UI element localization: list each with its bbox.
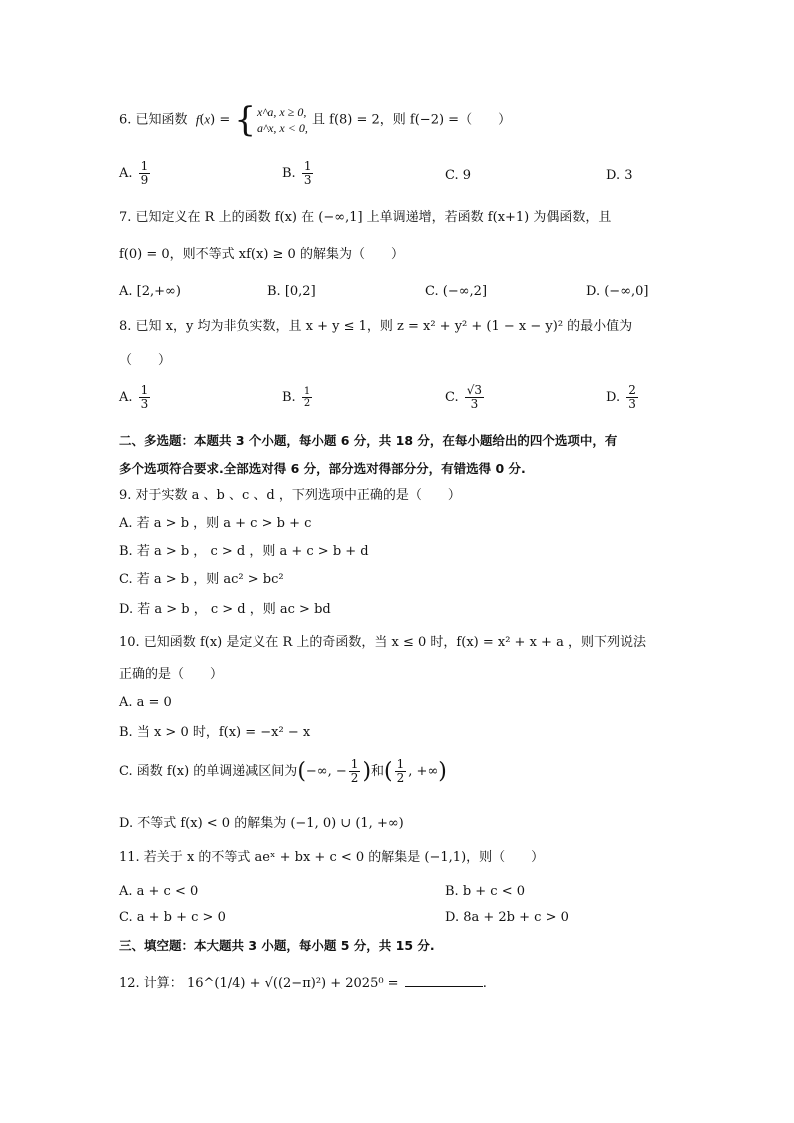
q10-option-d[interactable]: D. 不等式 f(x) < 0 的解集为 (−1, 0) ∪ (1, +∞) xyxy=(119,816,404,831)
q7-option-b[interactable]: B. [0,2] xyxy=(267,284,316,299)
q6-condition: 且 f(8) = 2，则 f(−2) =（ ） xyxy=(312,112,512,128)
q6-piecewise: { x^a, x ≥ 0, a^x, x < 0, xyxy=(234,100,308,140)
q11-option-c[interactable]: C. a + b + c > 0 xyxy=(119,910,226,925)
question-11-stem: 11. 若关于 x 的不等式 aeˣ + bx + c < 0 的解集是 (−1,1)，则（ ） xyxy=(119,850,545,865)
q11-option-b[interactable]: B. b + c < 0 xyxy=(445,884,526,899)
q9-option-a[interactable]: A. 若 a > b ，则 a + c > b + c xyxy=(119,516,312,531)
q6-option-d[interactable]: D. 3 xyxy=(606,168,633,183)
q9-option-d[interactable]: D. 若 a > b ， c > d ，则 ac > bd xyxy=(119,602,331,617)
q8-option-b-fraction: $\frac{1}{2}$ xyxy=(303,386,311,409)
question-6-stem: 6. 已知函数 f(x) = { x^a, x ≥ 0, a^x, x < 0, 且 f(8) = 2，则 f(−2) =（ ） xyxy=(119,100,512,140)
q12-prefix: 12. 计算： xyxy=(119,976,183,991)
q11-option-d[interactable]: D. 8a + 2b + c > 0 xyxy=(445,910,569,925)
q6-case-2: a^x, x < 0, xyxy=(257,121,308,135)
q6-prefix: 6. 已知函数 xyxy=(119,112,188,128)
q7-option-c[interactable]: C. (−∞,2] xyxy=(425,284,488,299)
question-9-stem: 9. 对于实数 a 、b 、c 、d ，下列选项中正确的是（ ） xyxy=(119,488,461,503)
q8-option-a[interactable]: A. $\frac{1}{3}$ xyxy=(119,383,149,411)
q8-option-c-fraction: $\frac{√3}{3}$ xyxy=(466,383,483,411)
q6-option-a-fraction: $\frac{1}{9}$ xyxy=(140,159,149,187)
q10-c-fraction-1: $\frac{1}{2}$ xyxy=(350,757,359,785)
section-3-heading: 三、填空题：本大题共 3 小题，每小题 5 分，共 15 分. xyxy=(119,938,435,953)
q10-c-fraction-2: $\frac{1}{2}$ xyxy=(396,757,405,785)
q7-option-a[interactable]: A. [2,+∞) xyxy=(119,284,181,299)
q6-case-1: x^a, x ≥ 0, xyxy=(257,105,307,119)
q8-option-b[interactable]: B. $\frac{1}{2}$ xyxy=(282,386,311,409)
q10-option-b[interactable]: B. 当 x > 0 时，f(x) = −x² − x xyxy=(119,725,311,740)
question-10-line-1: 10. 已知函数 f(x) 是定义在 R 上的奇函数，当 x ≤ 0 时，f(x) = x² + x + a ，则下列说法 xyxy=(119,635,646,650)
question-7-line-1: 7. 已知定义在 R 上的函数 f(x) 在 (−∞,1] 上单调递增，若函数 f(x+1) 为偶函数，且 xyxy=(119,210,612,225)
q10-option-a[interactable]: A. a = 0 xyxy=(119,695,172,710)
question-8-line-2: （ ） xyxy=(119,353,172,368)
q8-option-d-fraction: $\frac{2}{3}$ xyxy=(628,383,636,411)
section-2-heading-line-2: 多个选项符合要求.全部选对得 6 分，部分选对得部分分，有错选得 0 分. xyxy=(119,461,526,476)
question-8-line-1: 8. 已知 x，y 均为非负实数，且 x + y ≤ 1，则 z = x² + y² + (1 − x − y)² 的最小值为 xyxy=(119,319,633,334)
q11-option-a[interactable]: A. a + c < 0 xyxy=(119,884,199,899)
q8-option-d[interactable]: D. $\frac{2}{3}$ xyxy=(606,383,636,411)
question-10-line-2: 正确的是（ ） xyxy=(119,667,224,682)
question-7-line-2: f(0) = 0，则不等式 xf(x) ≥ 0 的解集为（ ） xyxy=(119,247,404,262)
q9-option-c[interactable]: C. 若 a > b ，则 ac² > bc² xyxy=(119,572,284,587)
q12-expression: 16^(1/4) + √((2−π)²) + 2025⁰ = xyxy=(186,976,399,991)
q6-option-c[interactable]: C. 9 xyxy=(445,168,472,183)
q6-option-b[interactable]: B. $\frac{1}{3}$ xyxy=(282,159,312,187)
q7-option-d[interactable]: D. (−∞,0] xyxy=(586,284,649,299)
q9-option-b[interactable]: B. 若 a > b ， c > d ，则 a + c > b + d xyxy=(119,544,369,559)
q6-option-a[interactable]: A. $\frac{1}{9}$ xyxy=(119,159,149,187)
q12-answer-blank[interactable] xyxy=(405,986,483,987)
q8-option-a-fraction: $\frac{1}{3}$ xyxy=(140,383,149,411)
q6-option-b-fraction: $\frac{1}{3}$ xyxy=(303,159,312,187)
q8-option-c[interactable]: C. $\frac{√3}{3}$ xyxy=(445,383,483,411)
question-12-stem: 12. 计算： 16^(1/4) + √((2−π)²) + 2025⁰ = . xyxy=(119,976,487,991)
section-2-heading-line-1: 二、多选题：本题共 3 个小题，每小题 6 分，共 18 分，在每小题给出的四个选项中，有 xyxy=(119,433,618,448)
q10-option-c[interactable]: C. 函数 f(x) 的单调递减区间为 ( −∞, − $\frac{1}{2}$ ) 和 ( $\frac{1}{2}$ , +∞ ) xyxy=(119,757,447,785)
